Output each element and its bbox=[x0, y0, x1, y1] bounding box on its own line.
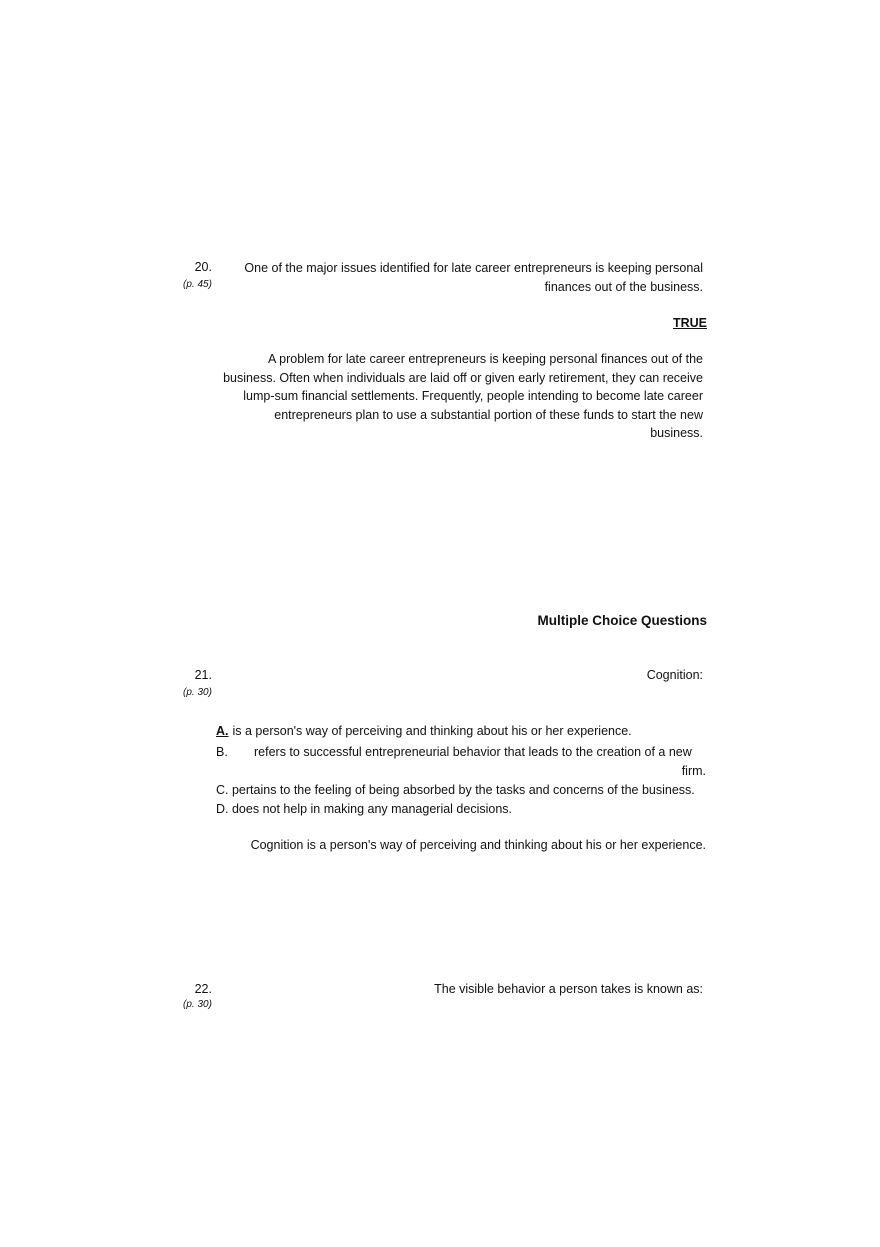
q21-option-d-label: D. bbox=[216, 802, 229, 816]
q22-stem: The visible behavior a person takes is known as: bbox=[434, 982, 703, 996]
q20-explanation bbox=[200, 350, 703, 443]
q21-option-a-text: is a person's way of perceiving and thinking about his or her experience. bbox=[232, 724, 632, 738]
q21-option-c bbox=[216, 783, 716, 797]
q21-option-b-label: B. bbox=[216, 745, 228, 759]
section-title: Multiple Choice Questions bbox=[537, 613, 707, 628]
q21-page-ref: (p. 30) bbox=[183, 687, 212, 698]
q21-option-a-label: A. bbox=[216, 724, 229, 738]
q20-explanation-line: business. bbox=[650, 426, 703, 440]
q21-option-c-text: pertains to the feeling of being absorbed by the tasks and concerns of the business. bbox=[231, 783, 695, 797]
q21-option-b-text-line2: firm. bbox=[681, 764, 706, 778]
q21-stem: Cognition: bbox=[646, 668, 703, 682]
q20-statement bbox=[222, 259, 703, 296]
q21-option-c-label: C. bbox=[216, 783, 229, 797]
q20-number: 20. bbox=[194, 260, 212, 274]
q21-option-b bbox=[216, 743, 706, 781]
q22-number: 22. bbox=[194, 982, 212, 996]
q20-explanation-line: lump-sum financial settlements. Frequently, people intending to become late career bbox=[243, 389, 703, 403]
q21-option-b-text-line1: refers to successful entrepreneurial behavior that leads to the creation of a new bbox=[254, 745, 692, 759]
q21-explanation: Cognition is a person's way of perceiving and thinking about his or her experience. bbox=[250, 838, 706, 852]
q20-explanation-line: entrepreneurs plan to use a substantial portion of these funds to start the new bbox=[274, 407, 703, 422]
q20-page-ref: (p. 45) bbox=[183, 279, 212, 290]
q22-page-ref: (p. 30) bbox=[183, 999, 212, 1010]
q21-option-a bbox=[216, 724, 716, 738]
q20-answer: TRUE bbox=[672, 316, 707, 330]
q21-option-d bbox=[216, 802, 716, 816]
q20-explanation-line: business. Often when individuals are laid off or given early retirement, they can receive bbox=[223, 370, 703, 385]
q21-option-d-text: does not help in making any managerial decisions. bbox=[231, 802, 513, 816]
q20-explanation-line: A problem for late career entrepreneurs is keeping personal finances out of the bbox=[268, 352, 703, 366]
q21-number: 21. bbox=[194, 668, 212, 682]
q20-statement-line2: finances out of the business. bbox=[544, 279, 703, 294]
q20-statement-line1: One of the major issues identified for late career entrepreneurs is keeping personal bbox=[244, 261, 703, 275]
